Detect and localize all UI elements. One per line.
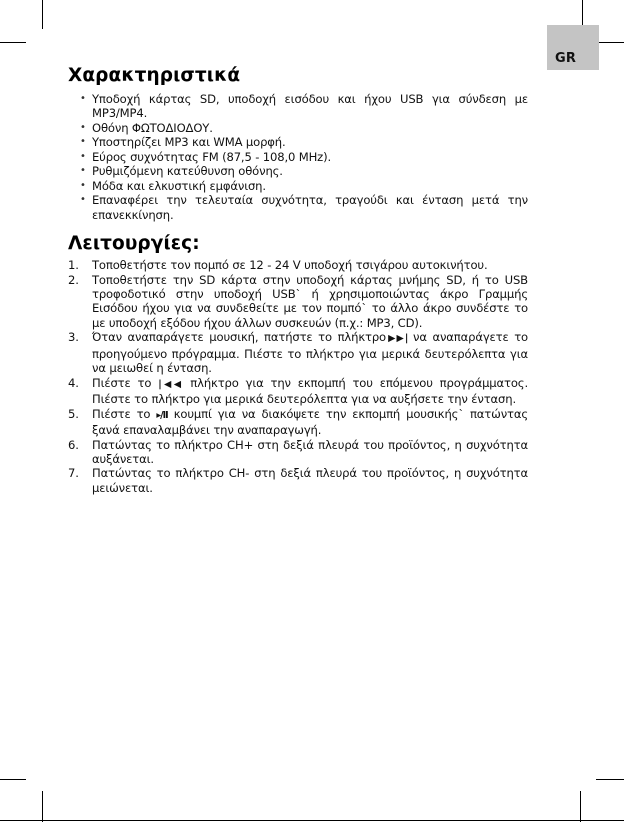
language-tab-label: GR: [555, 51, 577, 66]
document-content: [68, 64, 528, 495]
function-step: [68, 376, 528, 407]
crop-mark-bottom-left-horizontal: [0, 779, 26, 780]
crop-mark-top-left-horizontal: [0, 42, 26, 43]
step-text-continued: να αναπαράγετε το προηγούμενο πρόγραμμα. Πιέστε το πλήκτρο για μερικά δευτερόλεπτα για να μειωθεί η ένταση.: [92, 330, 528, 376]
step-text-continued: πλήκτρο για την εκπομπή του επόμενου προγράμματος. Πιέστε το πλήκτρο για μερικά δευτερόλεπτα για να αυξήσετε την ένταση.: [92, 375, 528, 407]
function-step: [68, 330, 528, 375]
step-text: Πιέστε το: [92, 406, 157, 421]
step-number: 3.: [68, 330, 79, 345]
function-step: [68, 466, 528, 495]
feature-text: Ρυθμιζόμενη κατεύθυνση οθόνης.: [92, 164, 283, 179]
bullet-icon: •: [80, 93, 86, 104]
crop-mark-bottom-right-vertical: [580, 791, 581, 822]
function-step: [68, 258, 528, 272]
previous-track-icon: |◀◀: [158, 378, 184, 390]
feature-text: Υποστηρίζει MP3 και WMA μορφή.: [92, 135, 286, 150]
step-text: Τοποθετήστε τον πομπό σε 12 - 24 V υποδοχή τσιγάρου αυτοκινήτου.: [92, 258, 488, 273]
feature-text: Εύρος συχνότητας FM (87,5 - 108,0 MHz).: [92, 149, 332, 164]
feature-text: Επαναφέρει την τελευταία συχνότητα, τραγούδι και ένταση μετά την επανεκκίνηση.: [92, 193, 528, 222]
function-step: [68, 407, 528, 438]
step-number: 7.: [68, 466, 79, 481]
features-section: [68, 64, 528, 222]
step-number: 1.: [68, 258, 79, 273]
feature-item: [68, 150, 528, 164]
feature-text: Μόδα και ελκυστική εμφάνιση.: [92, 178, 266, 193]
step-text: Όταν αναπαράγετε μουσική, πατήστε το πλήκτρο: [92, 330, 386, 345]
language-tab: [547, 25, 599, 70]
crop-mark-bottom-left-vertical: [42, 791, 43, 822]
crop-mark-bottom-right-horizontal: [596, 779, 624, 780]
step-number: 4.: [68, 375, 79, 390]
feature-text: Υποδοχή κάρτας SD, υποδοχή εισόδου και ήχου USB για σύνδεση με MP3/MP4.: [92, 92, 528, 121]
feature-item: [68, 92, 528, 121]
function-step: [68, 273, 528, 331]
feature-item: [68, 164, 528, 178]
feature-item: [68, 179, 528, 193]
step-number: 6.: [68, 437, 79, 452]
next-track-icon: ▶▶|: [386, 333, 408, 345]
feature-item: [68, 193, 528, 222]
function-step: [68, 438, 528, 467]
crop-mark-top-left-vertical: [42, 0, 43, 29]
bullet-icon: •: [80, 165, 86, 177]
feature-text: Οθόνη ΦΩΤΟΔΙΟΔΟΥ.: [92, 120, 213, 135]
features-list: [68, 92, 528, 222]
bullet-icon: •: [80, 194, 86, 206]
play-pause-icon: ▸/II: [156, 409, 168, 421]
step-text: Πιέστε το: [92, 375, 159, 390]
bullet-icon: •: [80, 150, 86, 162]
feature-item: [68, 121, 528, 135]
features-heading: Χαρακτηριστικά: [68, 65, 241, 86]
functions-section: [68, 232, 528, 495]
step-text: Πατώντας το πλήκτρο CH+ στη δεξιά πλευρά του προϊόντος, η συχνότητα αυξάνεται.: [92, 437, 528, 466]
step-text: Πατώντας το πλήκτρο CH- στη δεξιά πλευρά του προϊόντος, η συχνότητα μειώνεται.: [92, 466, 528, 495]
step-number: 2.: [68, 272, 79, 287]
step-text-continued: κουμπί για να διακόψετε την εκπομπή μουσικής` πατώντας ξανά επαναλαμβάνει την αναπαραγωγή.: [92, 406, 528, 438]
feature-item: [68, 135, 528, 149]
page-bottom-edge: [0, 820, 624, 821]
bullet-icon: •: [80, 121, 86, 133]
bullet-icon: •: [80, 136, 86, 148]
step-text: Τοποθετήστε την SD κάρτα στην υποδοχή κάρτας μνήμης SD, ή το USB τροφοδοτικό στην υποδοχή USB` ή χρησιμοποιώντας άκρο Γραμμής Εισόδου ήχου για να συνδεθείτε με τον πομπό` το άλλο άκρο συνδέστε το με υποδοχή εξόδου ήχου άλλων συσκευών (π.χ.: MP3, CD).: [92, 272, 528, 330]
functions-heading: Λειτουργίες:: [68, 233, 200, 255]
step-number: 5.: [68, 406, 79, 421]
functions-list: [68, 258, 528, 495]
bullet-icon: •: [80, 179, 86, 191]
